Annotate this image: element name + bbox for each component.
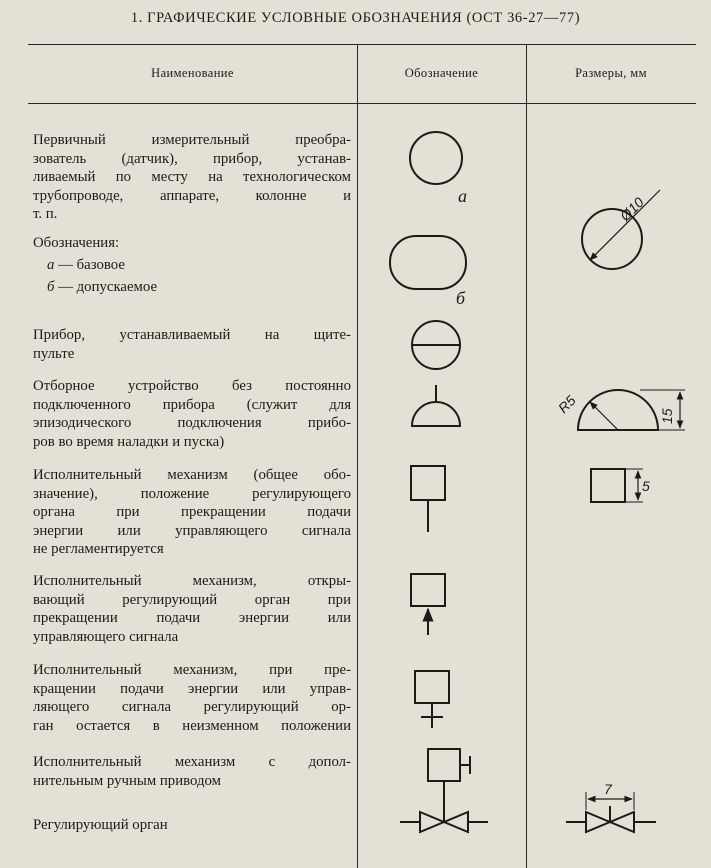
row-line: кращении подачи энергии или управ- <box>33 680 351 697</box>
row-line: прекращении подачи энергии или <box>33 610 351 627</box>
actuator-hold-symbol <box>415 671 449 728</box>
note-allowed-letter: б <box>47 279 55 295</box>
row-line: не регламентируется <box>33 541 164 558</box>
row-line: ливаемый по месту на технологическом <box>33 169 351 186</box>
row-line: пульте <box>33 345 75 362</box>
actuator-manual-symbol <box>428 749 470 806</box>
control-valve-symbol <box>400 806 488 832</box>
row-line: Прибор, устанавливаемый на щите- <box>33 327 351 343</box>
row-line: ляющего сигнала регулирующий ор- <box>33 699 351 716</box>
instrument-circle-symbol <box>410 132 462 184</box>
row-line: энергии или управляющего сигнала <box>33 522 351 539</box>
panel-instrument-symbol <box>412 321 460 369</box>
row-line: подключенного прибора (служит для <box>33 396 351 413</box>
row-line: Первичный измерительный преобра- <box>33 132 351 148</box>
header-symbol: Обозначение <box>404 66 479 80</box>
row-line: Исполнительный механизм, при пре- <box>33 662 351 678</box>
row-line: Отборное устройство без постоянно <box>33 378 351 394</box>
circle-dimension-drawing <box>582 190 660 269</box>
instrument-oval-symbol <box>390 236 466 289</box>
row-line: Исполнительный механизм (общее обо- <box>33 467 351 483</box>
valve-dimension-drawing <box>566 792 656 832</box>
row-line: управляющего сигнала <box>33 628 179 645</box>
note-base-letter: а <box>47 257 55 273</box>
row-line: т. п. <box>33 206 58 223</box>
row-line: нительным ручным приводом <box>33 772 221 789</box>
dim-height-15-text: 15 <box>659 408 675 424</box>
row-line: ров во время наладки и пуска) <box>33 433 225 450</box>
header-size: Размеры, мм <box>575 66 647 80</box>
table-title: 1. ГРАФИЧЕСКИЕ УСЛОВНЫЕ ОБОЗНАЧЕНИЯ (ОСТ 36-27—77) <box>130 10 581 26</box>
row-line: органа при прекращении подачи <box>33 504 351 521</box>
actuator-general-symbol <box>411 466 445 532</box>
row-line: Исполнительный механизм с допол- <box>33 754 351 770</box>
row-line: эпизодического подключения прибо- <box>33 415 351 432</box>
dim-width-7-text: 7 <box>604 781 612 797</box>
row-line: Исполнительный механизм, откры- <box>33 573 351 589</box>
dim-diameter-text: Ø10 <box>616 194 647 225</box>
symbol-label-a: а <box>458 186 467 206</box>
symbol-label-b: б <box>456 288 466 308</box>
actuator-dimension-drawing <box>591 469 643 502</box>
row-line: зователь (датчик), прибор, устанав- <box>33 150 351 167</box>
row-line: Регулирующий орган <box>33 817 168 833</box>
row-line: ган остается в неизменном положении <box>33 717 351 734</box>
dim-radius-text: R5 <box>554 392 579 417</box>
row-line: значение), положение регулирующего <box>33 485 351 502</box>
note-allowed-text: — допускаемое <box>54 279 158 295</box>
header-name: Наименование <box>151 66 234 80</box>
dim-height-5-text: 5 <box>642 478 650 494</box>
sampling-device-symbol <box>412 385 460 426</box>
note-base-text: — базовое <box>54 257 125 273</box>
row-line: вающий регулирующий орган при <box>33 591 351 608</box>
row-line: трубопроводе, аппарате, колонне и <box>33 187 351 204</box>
actuator-opening-symbol <box>411 574 445 635</box>
notes-heading: Обозначения: <box>33 235 120 251</box>
